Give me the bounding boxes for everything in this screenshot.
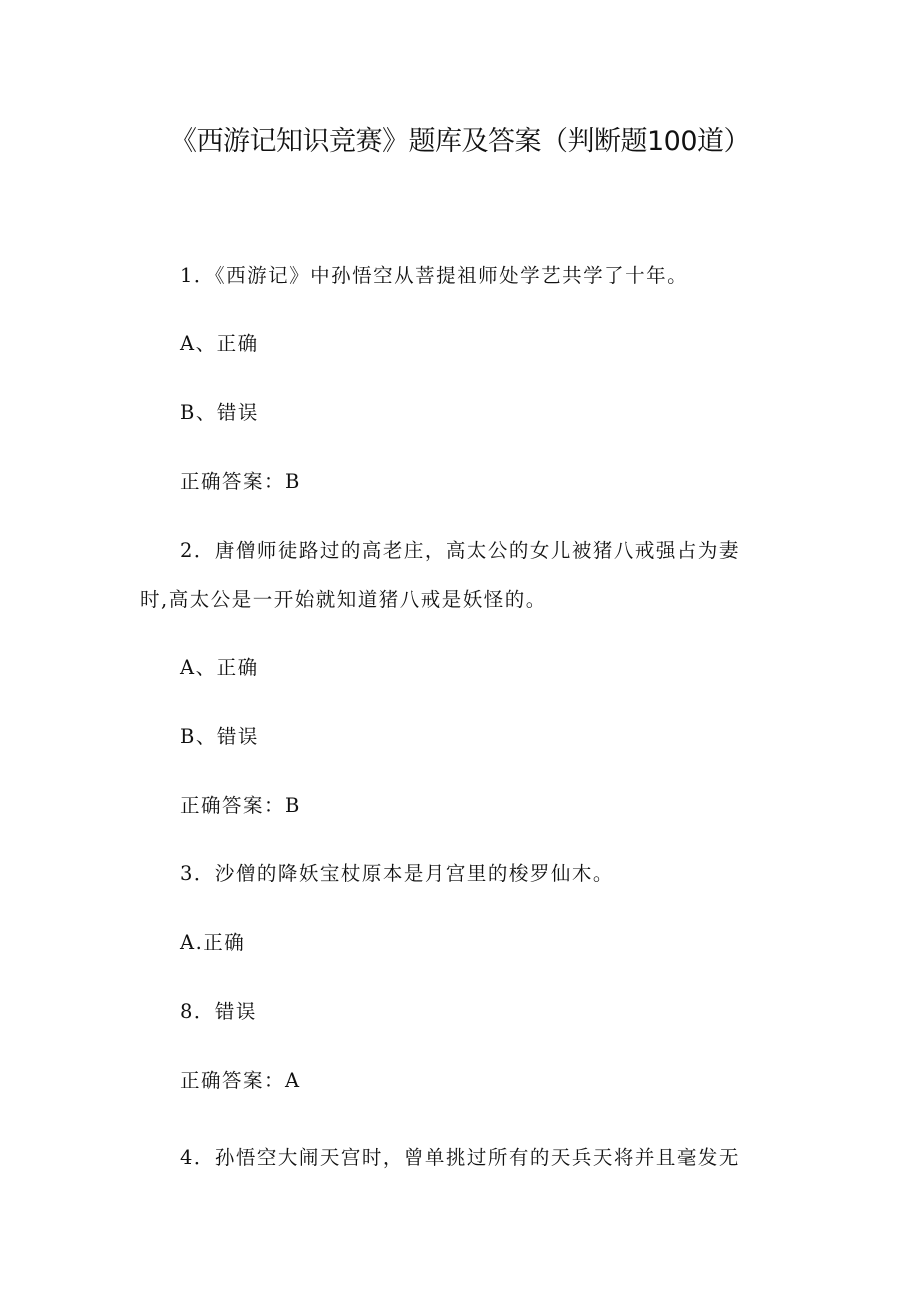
question-2-text-line-1: 2．唐僧师徒路过的高老庄，高太公的女儿被猪八戒强占为妻 xyxy=(180,539,740,562)
question-1-option-b: B、错误 xyxy=(180,401,259,424)
question-3-text: 3．沙僧的降妖宝杖原本是月宫里的梭罗仙木。 xyxy=(180,862,614,885)
question-1-option-a: A、正确 xyxy=(180,332,259,355)
question-3-option-b: 8．错误 xyxy=(180,1000,257,1023)
question-1-text: 1．《西游记》中孙悟空从菩提祖师处学艺共学了十年。 xyxy=(180,264,689,287)
question-1-answer: 正确答案：B xyxy=(180,470,301,493)
question-2-text-line-2: 时,高太公是一开始就知道猪八戒是妖怪的。 xyxy=(140,588,547,611)
question-3-answer: 正确答案：A xyxy=(180,1069,301,1092)
question-2-answer: 正确答案：B xyxy=(180,794,301,817)
question-3-option-a: A.正确 xyxy=(180,931,246,954)
question-2-option-b: B、错误 xyxy=(180,725,259,748)
document-title: 《西游记知识竞赛》题库及答案（判断题100道） xyxy=(169,126,751,157)
question-2-option-a: A、正确 xyxy=(180,656,259,679)
question-4-text: 4．孙悟空大闹天宫时，曾单挑过所有的天兵天将并且毫发无 xyxy=(180,1146,740,1169)
